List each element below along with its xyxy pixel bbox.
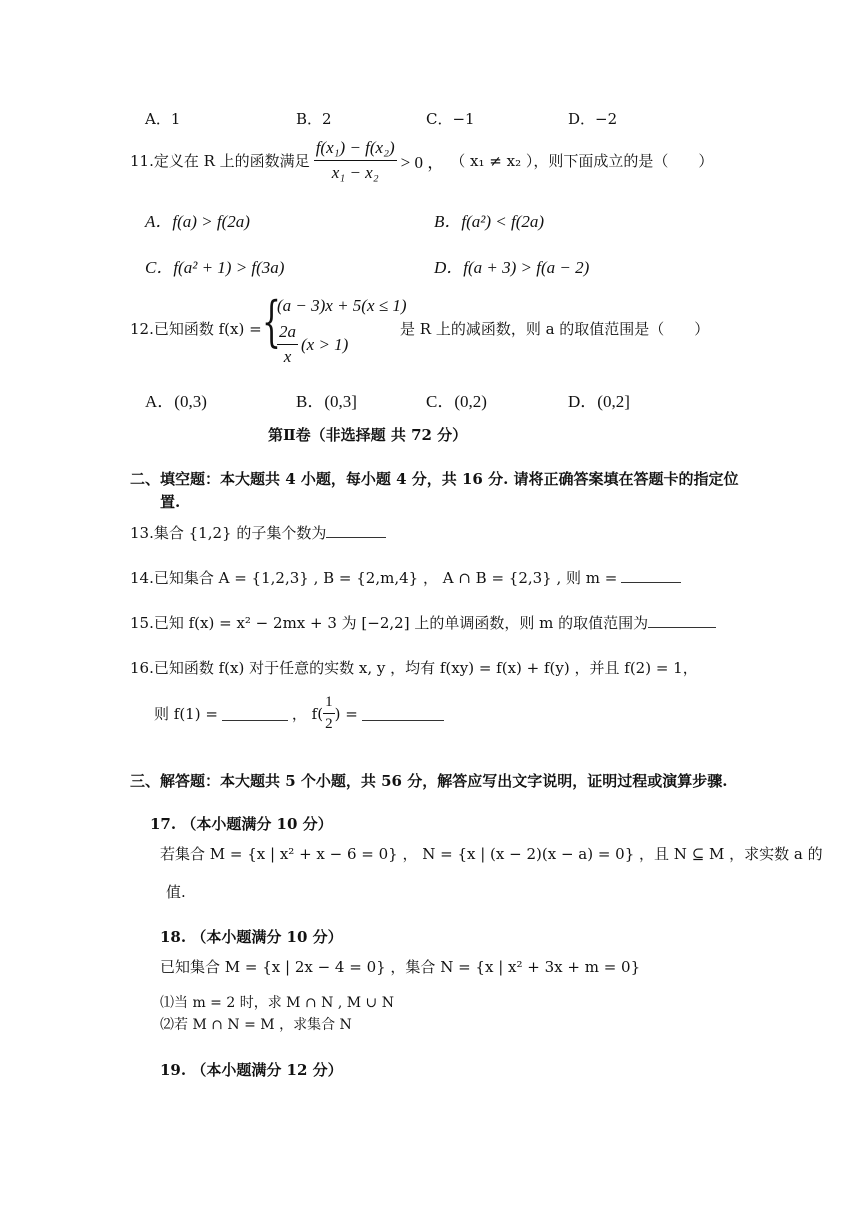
q11-fraction-numerator: f(x₁) − f(x₂) bbox=[314, 138, 397, 161]
q14-answer-blank bbox=[621, 568, 681, 583]
q17-title: 17. （本小题满分 10 分） bbox=[150, 815, 333, 833]
q11-prefix: 11.定义在 R 上的函数满足 bbox=[130, 152, 310, 170]
q18-line-1: 已知集合 M = {x | 2x − 4 = 0} ，集合 N = {x | x² + 3x + m = 0} bbox=[160, 958, 641, 976]
q10-option-b: B．2 bbox=[296, 110, 332, 128]
q12-option-d: D．(0,2] bbox=[568, 392, 630, 411]
q12-case-2-denominator: x bbox=[283, 347, 292, 366]
q15-answer-blank bbox=[648, 613, 716, 628]
q16-line-1: 16.已知函数 f(x) 对于任意的实数 x, y ，均有 f(xy) = f(x) + f(y) ，并且 f(2) = 1， bbox=[130, 659, 698, 677]
q19-title: 19. （本小题满分 12 分） bbox=[160, 1061, 343, 1079]
q13-answer-blank bbox=[326, 523, 386, 538]
q16-line-2-c: ) = bbox=[334, 704, 358, 723]
question-14 bbox=[130, 567, 681, 588]
q17-line-2: 值. bbox=[166, 883, 186, 901]
q12-case-2-fraction bbox=[277, 322, 298, 367]
q16-answer-blank-2 bbox=[362, 706, 444, 721]
q12-case-1: (a − 3)x + 5(x ≤ 1) bbox=[277, 296, 407, 315]
question-15 bbox=[130, 612, 716, 633]
q18-title: 18. （本小题满分 10 分） bbox=[160, 928, 343, 946]
q18-sub-question-1: ⑴当 m = 2 时，求 M ∩ N , M ∪ N bbox=[160, 995, 394, 1011]
q17-line-1: 若集合 M = {x | x² + x − 6 = 0} ， N = {x | (x − 2)(x − a) = 0} ，且 N ⊆ M ，求实数 a 的 bbox=[160, 845, 823, 863]
q16-fraction-numerator: 1 bbox=[323, 694, 335, 714]
q16-line-2 bbox=[154, 694, 444, 733]
q12-prefix: 12.已知函数 f(x) = bbox=[130, 320, 262, 338]
q11-option-b: B．f(a²) < f(2a) bbox=[434, 212, 545, 231]
question-13 bbox=[130, 522, 386, 543]
q16-fraction-denominator: 2 bbox=[325, 716, 333, 732]
q10-option-c: C．−1 bbox=[426, 110, 475, 128]
q11-condition: （ x₁ ≠ x₂ ），则下面成立的是（ ） bbox=[450, 152, 714, 170]
q13-text: 13.集合 {1,2} 的子集个数为 bbox=[130, 524, 327, 542]
question-11 bbox=[130, 138, 713, 183]
part-2-header-line-2: 置. bbox=[160, 493, 181, 511]
q11-fraction-denominator: x₁ − x₂ bbox=[331, 163, 379, 182]
q11-after-fraction: > 0 ， bbox=[400, 153, 445, 172]
q16-line-2-a: 则 f(1) = bbox=[154, 705, 218, 723]
part-2-header-line-1: 二、填空题：本大题共 4 小题，每小题 4 分，共 16 分. 请将正确答案填在答题卡的指定位 bbox=[130, 470, 739, 488]
q10-option-a: A．1 bbox=[145, 110, 181, 128]
q12-option-c: C．(0,2) bbox=[426, 392, 487, 411]
q10-option-d: D．−2 bbox=[568, 110, 618, 128]
q14-text: 14.已知集合 A = {1,2,3} , B = {2,m,4} ， A ∩ B = {2,3} , 则 m = bbox=[130, 569, 618, 587]
q12-left-brace: { bbox=[262, 290, 281, 353]
q11-option-c: C．f(a² + 1) > f(3a) bbox=[145, 258, 285, 277]
q16-fraction bbox=[323, 694, 335, 733]
q15-text: 15.已知 f(x) = x² − 2mx + 3 为 [−2,2] 上的单调函数，则 m 的取值范围为 bbox=[130, 614, 649, 632]
q11-option-d: D．f(a + 3) > f(a − 2) bbox=[434, 258, 590, 277]
q12-option-a: A．(0,3) bbox=[145, 392, 207, 411]
q16-line-2-b: ， f( bbox=[291, 705, 324, 723]
q11-option-a: A．f(a) > f(2a) bbox=[145, 212, 250, 231]
section-2-title: 第Ⅱ卷（非选择题 共 72 分） bbox=[268, 426, 468, 444]
q18-sub-question-2: ⑵若 M ∩ N = M ，求集合 N bbox=[160, 1017, 352, 1033]
q12-suffix: 是 R 上的减函数，则 a 的取值范围是（ ） bbox=[400, 320, 710, 338]
part-3-header: 三、解答题：本大题共 5 个小题，共 56 分，解答应写出文字说明，证明过程或演算步骤. bbox=[130, 772, 728, 790]
q12-case-2-numerator: 2a bbox=[277, 322, 298, 345]
q12-case-2 bbox=[277, 322, 348, 367]
q11-fraction bbox=[314, 138, 397, 183]
q12-option-b: B．(0,3] bbox=[296, 392, 357, 411]
q12-case-2-condition: (x > 1) bbox=[301, 334, 349, 354]
q16-answer-blank-1 bbox=[222, 706, 288, 721]
